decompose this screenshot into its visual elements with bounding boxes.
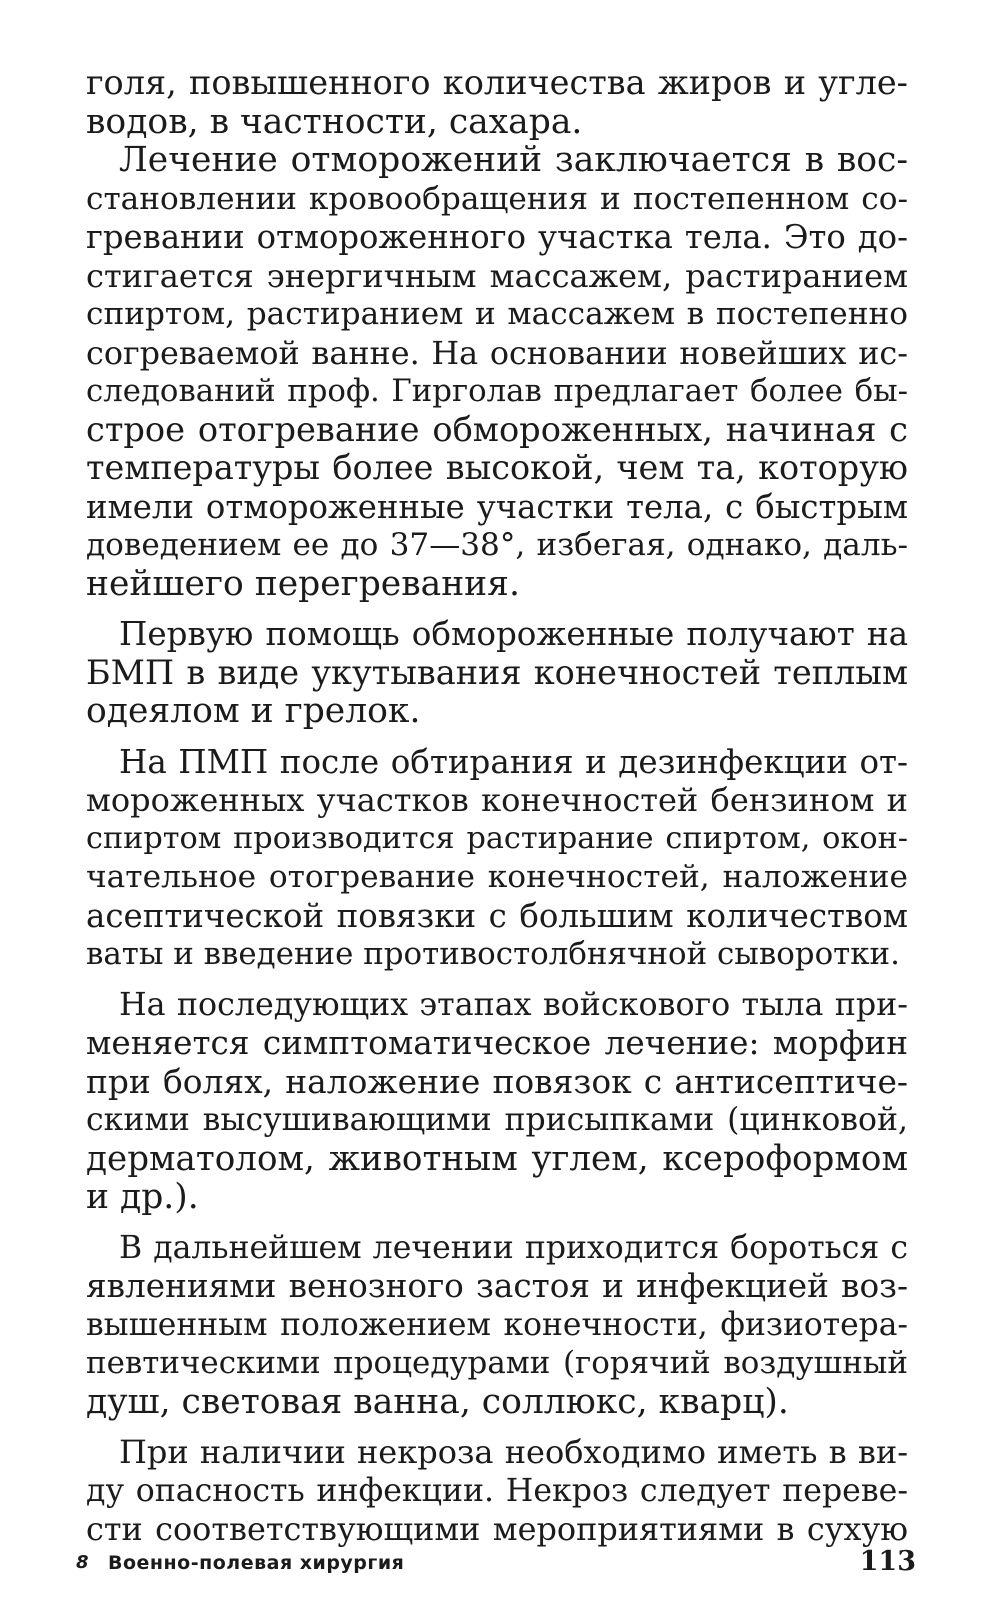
text-line: В дальнейшем лечении приходится бороться с xyxy=(119,1229,908,1266)
paragraph-gap xyxy=(86,1421,908,1433)
text-line: при болях, наложение повязок с антисептиче- xyxy=(86,1062,908,1101)
running-title: Военно-полевая хирургия xyxy=(108,1552,405,1574)
text-line: имели отмороженные участки тела, с быстрым xyxy=(86,487,908,526)
text-line: певтическими процедурами (горячий воздушный xyxy=(86,1345,908,1381)
text-line: доведением ее до 37—38°, избегая, однако, даль- xyxy=(86,527,908,563)
page-number: 113 xyxy=(859,1546,916,1577)
text-line: чательное отогревание конечностей, наложение xyxy=(86,859,908,895)
text-line: нейшего перегревания. xyxy=(86,564,520,603)
paragraph-gap xyxy=(86,1217,908,1229)
page-footer xyxy=(76,1546,916,1586)
text-line: На последующих этапах войскового тыла при- xyxy=(119,986,908,1023)
text-line: одеялом и грелок. xyxy=(86,692,421,731)
text-line: ду опасность инфекции. Некроз следует переве- xyxy=(86,1472,908,1509)
text-line: асептической повязки с большим количеством xyxy=(86,896,908,935)
text-line: На ПМП после обтирания и дезинфекции от- xyxy=(119,742,908,781)
text-line: становлении кровообращения и постепенном со- xyxy=(86,180,908,217)
text-line: следований проф. Гирголав предлагает более бы- xyxy=(86,373,908,409)
text-line: спиртом, растиранием и массажем в постепенно xyxy=(86,296,908,332)
text-line: спиртом производится растирание спиртом, окон- xyxy=(86,820,908,856)
text-line: ваты и введение противостолбнячной сыворотки. xyxy=(86,936,900,972)
text-line: температуры более высокой, чем та, которую xyxy=(86,449,908,487)
text-line: Первую помощь обмороженные получают на xyxy=(119,615,908,653)
text-line: строе отогревание обмороженных, начиная с xyxy=(86,410,908,449)
text-line: меняется симптоматическое лечение: морфин xyxy=(86,1024,908,1062)
text-line: водов, в частности, сахара. xyxy=(86,102,583,141)
text-line: и др.). xyxy=(86,1178,199,1217)
text-line: душ, световая ванна, соллюкс, кварц). xyxy=(86,1382,789,1421)
paragraph-gap xyxy=(86,974,908,986)
text-line: вышенным положением конечности, физиотера- xyxy=(86,1306,908,1343)
text-line: При наличии некроза необходимо иметь в ви- xyxy=(119,1433,908,1471)
text-line: гревании отмороженного участка тела. Это до- xyxy=(86,218,908,256)
text-line: явлениями венозного застоя и инфекцией воз- xyxy=(86,1267,908,1305)
text-line: согреваемой ванне. На основании новейших ис- xyxy=(86,333,908,372)
text-line: дерматолом, животным углем, ксероформом xyxy=(86,1139,908,1178)
text-line: скими высушивающими присыпками (цинковой, xyxy=(86,1102,908,1138)
body-text xyxy=(86,64,908,1549)
text-line: стигается энергичным массажем, растиранием xyxy=(86,256,908,295)
text-line: голя, повышенного количества жиров и угле- xyxy=(86,64,908,102)
paragraph-gap xyxy=(86,603,908,615)
text-line: мороженных участков конечностей бензином и xyxy=(86,781,908,819)
text-line: Лечение отморожений заключается в вос- xyxy=(119,141,908,180)
signature-mark: 8 xyxy=(76,1552,89,1573)
text-line: БМП в виде укутывания конечностей теплым xyxy=(86,653,908,692)
paragraph-gap xyxy=(86,731,908,743)
text-line: сти соответствующими мероприятиями в сухую xyxy=(86,1510,908,1548)
